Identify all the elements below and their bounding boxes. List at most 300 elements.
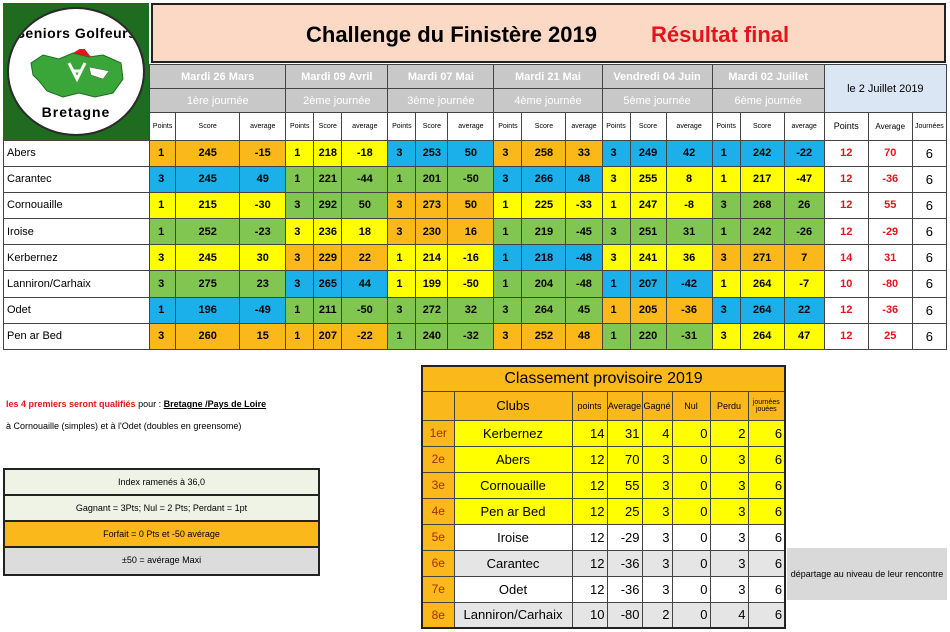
total-rounds: 6	[912, 219, 946, 245]
round-label-1: 1ère journée	[150, 89, 286, 113]
round-points: 3	[494, 140, 522, 166]
round-score: 273	[416, 192, 448, 218]
total-points: 12	[824, 140, 868, 166]
round-score: 199	[416, 271, 448, 297]
round-points: 3	[388, 192, 416, 218]
standings-row	[422, 550, 785, 576]
round-score: 214	[416, 245, 448, 271]
standings-club: Carantec	[454, 550, 572, 576]
round-points: 1	[150, 140, 176, 166]
round-average: 47	[784, 323, 824, 349]
round-average: 48	[566, 323, 602, 349]
round-score: 205	[630, 297, 666, 323]
round-points: 3	[602, 140, 630, 166]
round-average: 31	[666, 219, 712, 245]
round-points: 1	[388, 271, 416, 297]
round-average: 16	[448, 219, 494, 245]
standings-j: 6	[748, 524, 785, 550]
standings-j: 6	[748, 446, 785, 472]
page-title: Challenge du Finistère 2019	[306, 22, 597, 47]
sub-header-average: average	[784, 113, 824, 140]
standings-w: 4	[642, 420, 672, 446]
standings-rank: 1er	[422, 420, 454, 446]
round-average: -23	[240, 219, 286, 245]
round-score: 245	[176, 140, 240, 166]
round-average: 18	[342, 219, 388, 245]
rule-max-average: ±50 = avérage Maxi	[5, 548, 318, 574]
round-average: 23	[240, 271, 286, 297]
round-score: 240	[416, 323, 448, 349]
total-rounds: 6	[912, 140, 946, 166]
total-points: 12	[824, 219, 868, 245]
round-score: 207	[314, 323, 342, 349]
standings-w: 3	[642, 576, 672, 602]
round-average: 33	[566, 140, 602, 166]
standings-l: 4	[710, 602, 748, 628]
round-date-3: Mardi 07 Mai	[388, 65, 494, 89]
standings-d: 0	[672, 550, 710, 576]
sub-header-total-average: Average	[868, 113, 912, 140]
standings-pts: 12	[572, 498, 607, 524]
header-average: Average	[607, 391, 642, 420]
round-score: 252	[176, 219, 240, 245]
round-points: 3	[602, 219, 630, 245]
round-score: 264	[740, 297, 784, 323]
standings-rank: 4e	[422, 498, 454, 524]
total-average: 31	[868, 245, 912, 271]
round-average: -50	[448, 271, 494, 297]
standings-avg: -80	[607, 602, 642, 628]
round-points: 3	[388, 219, 416, 245]
standings-pts: 14	[572, 420, 607, 446]
round-score: 258	[522, 140, 566, 166]
total-points: 12	[824, 192, 868, 218]
round-points: 1	[286, 166, 314, 192]
sub-header-average: average	[342, 113, 388, 140]
round-score: 218	[314, 140, 342, 166]
team-name: Cornouaille	[4, 192, 150, 218]
standings-l: 3	[710, 550, 748, 576]
rule-points: Gagnant = 3Pts; Nul = 2 Pts; Perdant = 1pt	[5, 496, 318, 522]
round-points: 1	[286, 140, 314, 166]
round-average: 7	[784, 245, 824, 271]
round-points: 1	[286, 297, 314, 323]
round-points: 3	[150, 166, 176, 192]
standings-club: Odet	[454, 576, 572, 602]
standings-d: 0	[672, 498, 710, 524]
round-points: 3	[494, 297, 522, 323]
sub-header-average: average	[566, 113, 602, 140]
round-points: 1	[494, 219, 522, 245]
round-points: 1	[494, 245, 522, 271]
round-score: 245	[176, 245, 240, 271]
round-score: 215	[176, 192, 240, 218]
standings-avg: 55	[607, 472, 642, 498]
round-score: 242	[740, 140, 784, 166]
round-points: 1	[602, 192, 630, 218]
round-score: 225	[522, 192, 566, 218]
round-date-5	[602, 65, 712, 89]
standings-w: 3	[642, 446, 672, 472]
round-score: 204	[522, 271, 566, 297]
round-points: 1	[712, 166, 740, 192]
round-points: 3	[388, 140, 416, 166]
sub-header-score: Score	[176, 113, 240, 140]
round-date-bold: Vendredi	[613, 70, 660, 83]
round-score: 264	[740, 271, 784, 297]
team-name: Iroise	[4, 219, 150, 245]
header-rank	[422, 391, 454, 420]
total-average: -29	[868, 219, 912, 245]
round-score: 221	[314, 166, 342, 192]
total-average: -36	[868, 297, 912, 323]
team-name: Lanniron/Carhaix	[4, 271, 150, 297]
round-average: 45	[566, 297, 602, 323]
sub-header-points: Points	[286, 113, 314, 140]
round-points: 1	[712, 219, 740, 245]
round-average: 36	[666, 245, 712, 271]
total-rounds: 6	[912, 297, 946, 323]
table-row	[4, 219, 947, 245]
logo-text-top: Seniors Golfeurs	[15, 25, 137, 41]
qualification-lead: les 4 premiers seront qualifiés	[6, 399, 136, 409]
round-points: 1	[494, 271, 522, 297]
total-points: 10	[824, 271, 868, 297]
total-points: 12	[824, 297, 868, 323]
round-points: 1	[388, 166, 416, 192]
round-average: -42	[666, 271, 712, 297]
sub-header-average: average	[666, 113, 712, 140]
round-average: 15	[240, 323, 286, 349]
round-points: 3	[494, 323, 522, 349]
round-score: 207	[630, 271, 666, 297]
round-score: 265	[314, 271, 342, 297]
team-name: Odet	[4, 297, 150, 323]
round-label-2: 2ème journée	[286, 89, 388, 113]
standings-rank: 5e	[422, 524, 454, 550]
header-clubs: Clubs	[454, 391, 572, 420]
table-row	[4, 192, 947, 218]
round-label-4: 4ème journée	[494, 89, 602, 113]
sub-header-score: Score	[740, 113, 784, 140]
round-score: 220	[630, 323, 666, 349]
round-score: 249	[630, 140, 666, 166]
round-average: -48	[566, 271, 602, 297]
qualification-target: Bretagne /Pays de Loire	[163, 399, 267, 409]
standings-w: 3	[642, 498, 672, 524]
team-name: Abers	[4, 140, 150, 166]
standings-w: 3	[642, 550, 672, 576]
round-score: 264	[522, 297, 566, 323]
result-status: Résultat final	[651, 22, 790, 47]
round-score: 253	[416, 140, 448, 166]
sub-header-points: Points	[712, 113, 740, 140]
standings-w: 2	[642, 602, 672, 628]
round-score: 264	[740, 323, 784, 349]
round-average: 8	[666, 166, 712, 192]
round-score: 236	[314, 219, 342, 245]
round-average: -48	[566, 245, 602, 271]
standings-rank: 2e	[422, 446, 454, 472]
standings-l: 3	[710, 498, 748, 524]
rules-box	[3, 468, 320, 576]
round-points: 3	[150, 323, 176, 349]
standings-rank: 6e	[422, 550, 454, 576]
round-date-1: Mardi 26 Mars	[150, 65, 286, 89]
table-row	[4, 166, 947, 192]
standings-j: 6	[748, 420, 785, 446]
round-average: -47	[784, 166, 824, 192]
round-points: 3	[494, 166, 522, 192]
table-row	[4, 297, 947, 323]
round-average: -33	[566, 192, 602, 218]
standings-d: 0	[672, 576, 710, 602]
sub-header-score: Score	[522, 113, 566, 140]
total-rounds: 6	[912, 245, 946, 271]
standings-club: Abers	[454, 446, 572, 472]
standings-avg: 70	[607, 446, 642, 472]
standings-d: 0	[672, 446, 710, 472]
qualification-venues: à Cornouaille (simples) et à l'Odet (doubles en greensome)	[6, 421, 242, 431]
round-points: 1	[712, 140, 740, 166]
round-average: -31	[666, 323, 712, 349]
rule-forfeit: Forfait = 0 Pts et -50 avérage	[5, 522, 318, 548]
header-rounds: journées jouées	[748, 391, 785, 420]
round-score: 252	[522, 323, 566, 349]
standings-avg: 25	[607, 498, 642, 524]
round-score: 245	[176, 166, 240, 192]
round-points: 3	[286, 192, 314, 218]
qualification-mid: pour :	[135, 399, 164, 409]
standings-club: Pen ar Bed	[454, 498, 572, 524]
round-average: 44	[342, 271, 388, 297]
tiebreak-note: départage au niveau de leur rencontre	[787, 548, 947, 600]
sub-header-points: Points	[150, 113, 176, 140]
standings-w: 3	[642, 524, 672, 550]
round-date-2: Mardi 09 Avril	[286, 65, 388, 89]
round-points: 3	[286, 271, 314, 297]
round-score: 218	[522, 245, 566, 271]
round-date-6: Mardi 02 Juillet	[712, 65, 824, 89]
round-points: 3	[602, 166, 630, 192]
standings-avg: -36	[607, 576, 642, 602]
standings-l: 3	[710, 446, 748, 472]
round-points: 1	[150, 219, 176, 245]
total-points: 12	[824, 323, 868, 349]
round-points: 3	[712, 323, 740, 349]
total-points: 14	[824, 245, 868, 271]
round-points: 1	[602, 323, 630, 349]
standings-l: 3	[710, 524, 748, 550]
standings-l: 3	[710, 472, 748, 498]
standings-row	[422, 524, 785, 550]
round-average: -36	[666, 297, 712, 323]
round-average: -7	[784, 271, 824, 297]
round-score: 271	[740, 245, 784, 271]
round-average: 22	[342, 245, 388, 271]
round-average: -44	[342, 166, 388, 192]
round-score: 292	[314, 192, 342, 218]
table-row	[4, 245, 947, 271]
standings-row	[422, 420, 785, 446]
standings-club: Lanniron/Carhaix	[454, 602, 572, 628]
round-points: 1	[150, 297, 176, 323]
standings-avg: -29	[607, 524, 642, 550]
standings-j: 6	[748, 472, 785, 498]
sub-header-score: Score	[630, 113, 666, 140]
logo-corner	[4, 65, 150, 141]
round-points: 1	[494, 192, 522, 218]
total-rounds: 6	[912, 166, 946, 192]
standings-row	[422, 446, 785, 472]
round-label-3: 3ème journée	[388, 89, 494, 113]
total-average: 55	[868, 192, 912, 218]
round-points: 3	[388, 297, 416, 323]
standings-j: 6	[748, 550, 785, 576]
round-score: 251	[630, 219, 666, 245]
table-row	[4, 140, 947, 166]
round-average: -22	[784, 140, 824, 166]
sub-header-total-points: Points	[824, 113, 868, 140]
round-points: 3	[712, 192, 740, 218]
header-won: Gagné	[642, 391, 672, 420]
round-average: -8	[666, 192, 712, 218]
round-average: -49	[240, 297, 286, 323]
standings-pts: 12	[572, 576, 607, 602]
standings-rank: 7e	[422, 576, 454, 602]
sub-header-score: Score	[416, 113, 448, 140]
standings-row	[422, 472, 785, 498]
round-score: 268	[740, 192, 784, 218]
round-average: -50	[448, 166, 494, 192]
standings-rank: 3e	[422, 472, 454, 498]
standings-pts: 12	[572, 446, 607, 472]
team-name: Kerbernez	[4, 245, 150, 271]
standings-title: Classement provisoire 2019	[422, 366, 785, 391]
round-average: -15	[240, 140, 286, 166]
round-points: 3	[150, 245, 176, 271]
round-score: 255	[630, 166, 666, 192]
round-points: 1	[286, 323, 314, 349]
standings-w: 3	[642, 472, 672, 498]
round-average: 32	[448, 297, 494, 323]
round-points: 3	[712, 297, 740, 323]
round-score: 266	[522, 166, 566, 192]
round-date-4: Mardi 21 Mai	[494, 65, 602, 89]
sub-header-points: Points	[388, 113, 416, 140]
round-score: 260	[176, 323, 240, 349]
round-average: -18	[342, 140, 388, 166]
total-rounds: 6	[912, 192, 946, 218]
round-average: 48	[566, 166, 602, 192]
header-draw: Nul	[672, 391, 710, 420]
total-points: 12	[824, 166, 868, 192]
round-points: 1	[712, 271, 740, 297]
round-average: -22	[342, 323, 388, 349]
results-table	[3, 64, 947, 350]
round-score: 230	[416, 219, 448, 245]
round-score: 241	[630, 245, 666, 271]
round-points: 1	[150, 192, 176, 218]
update-date: le 2 Juillet 2019	[824, 65, 946, 113]
standings-j: 6	[748, 602, 785, 628]
team-name: Pen ar Bed	[4, 323, 150, 349]
logo-text-bottom: Bretagne	[41, 104, 111, 120]
standings-club: Iroise	[454, 524, 572, 550]
sub-header-points: Points	[602, 113, 630, 140]
standings-d: 0	[672, 420, 710, 446]
total-average: 70	[868, 140, 912, 166]
table-row	[4, 323, 947, 349]
round-score: 211	[314, 297, 342, 323]
round-average: 30	[240, 245, 286, 271]
sub-header-average: average	[240, 113, 286, 140]
standings-pts: 10	[572, 602, 607, 628]
round-average: 50	[448, 140, 494, 166]
total-rounds: 6	[912, 323, 946, 349]
round-points: 3	[150, 271, 176, 297]
round-average: -26	[784, 219, 824, 245]
round-average: -30	[240, 192, 286, 218]
standings-pts: 12	[572, 550, 607, 576]
round-average: 49	[240, 166, 286, 192]
standings-avg: -36	[607, 550, 642, 576]
round-average: -16	[448, 245, 494, 271]
round-points: 3	[286, 219, 314, 245]
round-average: -50	[342, 297, 388, 323]
round-score: 219	[522, 219, 566, 245]
round-label-6: 6ème journée	[712, 89, 824, 113]
round-score: 242	[740, 219, 784, 245]
round-score: 229	[314, 245, 342, 271]
standings-rank: 8e	[422, 602, 454, 628]
round-score: 275	[176, 271, 240, 297]
standings-avg: 31	[607, 420, 642, 446]
standings-j: 6	[748, 498, 785, 524]
team-name: Carantec	[4, 166, 150, 192]
standings-club: Kerbernez	[454, 420, 572, 446]
round-score: 196	[176, 297, 240, 323]
standings-d: 0	[672, 602, 710, 628]
total-average: -36	[868, 166, 912, 192]
round-average: 50	[342, 192, 388, 218]
round-points: 3	[286, 245, 314, 271]
qualification-note	[6, 399, 266, 409]
standings-d: 0	[672, 524, 710, 550]
round-score: 247	[630, 192, 666, 218]
round-points: 1	[388, 323, 416, 349]
round-average: 50	[448, 192, 494, 218]
standings-pts: 12	[572, 472, 607, 498]
total-average: -80	[868, 271, 912, 297]
round-average: -45	[566, 219, 602, 245]
header-points: points	[572, 391, 607, 420]
standings-d: 0	[672, 472, 710, 498]
standings-j: 6	[748, 576, 785, 602]
round-score: 201	[416, 166, 448, 192]
standings-row	[422, 576, 785, 602]
round-label-5: 5ème journée	[602, 89, 712, 113]
round-average: 22	[784, 297, 824, 323]
standings-pts: 12	[572, 524, 607, 550]
round-score: 272	[416, 297, 448, 323]
round-points: 1	[602, 271, 630, 297]
standings-table	[421, 365, 786, 629]
standings-l: 3	[710, 576, 748, 602]
sub-header-score: Score	[314, 113, 342, 140]
round-score: 217	[740, 166, 784, 192]
standings-l: 2	[710, 420, 748, 446]
